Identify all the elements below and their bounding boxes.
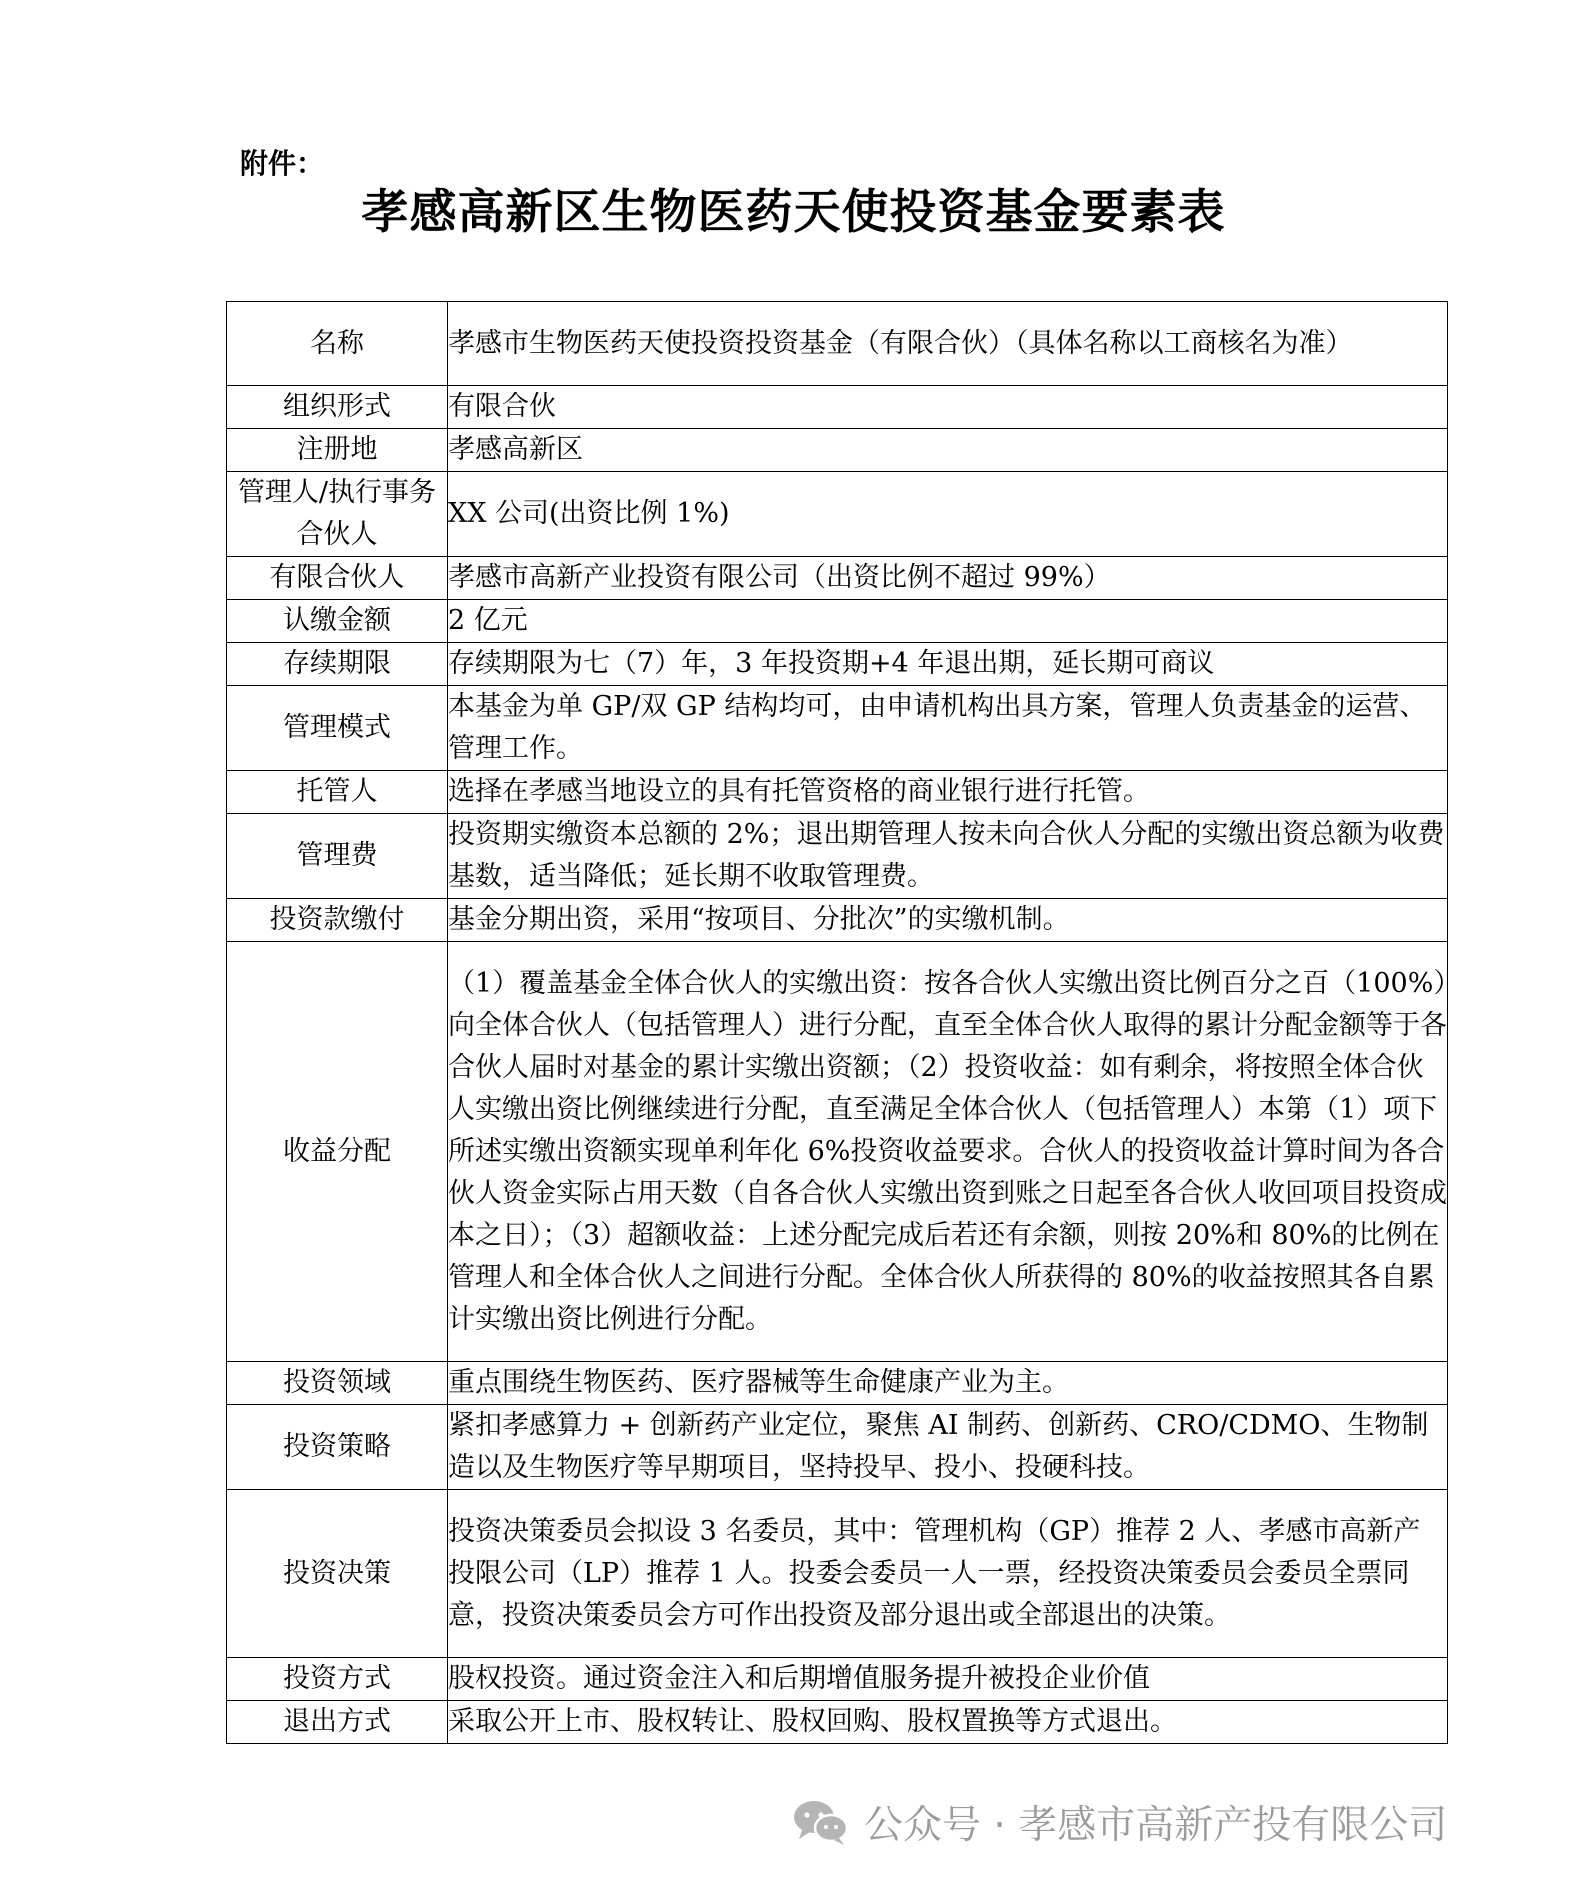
row-value: XX 公司(出资比例 1%) [448, 472, 1448, 557]
row-label: 投资领域 [227, 1362, 448, 1405]
watermark [790, 1792, 1447, 1852]
table-row [227, 942, 1448, 1362]
row-value: 投资期实缴资本总额的 2%；退出期管理人按未向合伙人分配的实缴出资总额为收费基数，适当降低；延长期不收取管理费。 [448, 814, 1448, 899]
attachment-label: 附件： [240, 147, 325, 180]
row-label: 收益分配 [227, 942, 448, 1362]
row-value: 有限合伙 [448, 386, 1448, 429]
row-value: 存续期限为七（7）年，3 年投资期+4 年退出期，延长期可商议 [448, 643, 1448, 686]
table-row [227, 600, 1448, 643]
row-value: 采取公开上市、股权转让、股权回购、股权置换等方式退出。 [448, 1701, 1448, 1744]
wechat-icon [790, 1796, 852, 1848]
table-row [227, 1658, 1448, 1701]
table-row [227, 472, 1448, 557]
row-value: 选择在孝感当地设立的具有托管资格的商业银行进行托管。 [448, 771, 1448, 814]
row-label: 有限合伙人 [227, 557, 448, 600]
row-value: 基金分期出资，采用“按项目、分批次”的实缴机制。 [448, 899, 1448, 942]
row-label: 投资决策 [227, 1490, 448, 1658]
row-label: 管理费 [227, 814, 448, 899]
table-row [227, 1405, 1448, 1490]
row-label: 退出方式 [227, 1701, 448, 1744]
row-label: 管理人/执行事务合伙人 [227, 472, 448, 557]
table-row [227, 814, 1448, 899]
table-row [227, 302, 1448, 386]
row-label: 托管人 [227, 771, 448, 814]
row-label: 投资方式 [227, 1658, 448, 1701]
row-label: 注册地 [227, 429, 448, 472]
table-row [227, 1701, 1448, 1744]
fund-elements-table [226, 301, 1448, 1744]
row-value: 孝感市生物医药天使投资投资基金（有限合伙）（具体名称以工商核名为准） [448, 302, 1448, 386]
table-row [227, 899, 1448, 942]
row-label: 存续期限 [227, 643, 448, 686]
row-label: 组织形式 [227, 386, 448, 429]
watermark-text: 公众号 · 孝感市高新产投有限公司 [864, 1803, 1448, 1848]
row-label: 名称 [227, 302, 448, 386]
row-value: 本基金为单 GP/双 GP 结构均可，由申请机构出具方案，管理人负责基金的运营、管理工作。 [448, 686, 1448, 771]
table-row [227, 386, 1448, 429]
row-label: 投资策略 [227, 1405, 448, 1490]
table-row [227, 557, 1448, 600]
row-value: 孝感高新区 [448, 429, 1448, 472]
row-value: 股权投资。通过资金注入和后期增值服务提升被投企业价值 [448, 1658, 1448, 1701]
row-value: 2 亿元 [448, 600, 1448, 643]
row-value: （1）覆盖基金全体合伙人的实缴出资：按各合伙人实缴出资比例百分之百（100%）向全体合伙人（包括管理人）进行分配，直至全体合伙人取得的累计分配金额等于各合伙人届时对基金的累计实缴出资额；（2）投资收益：如有剩余，将按照全体合伙人实缴出资比例继续进行分配，直至满足全体合伙人（包括管理人）本第（1）项下所述实缴出资额实现单利年化 6%投资收益要求。合伙人的投资收益计算时间为各合伙人资金实际占用天数（自各合伙人实缴出资到账之日起至各合伙人收回项目投资成本之日）；（3）超额收益：上述分配完成后若还有余额，则按 20%和 80%的比例在管理人和全体合伙人之间进行分配。全体合伙人所获得的 80%的收益按照其各自累计实缴出资比例进行分配。 [448, 942, 1448, 1362]
row-value: 孝感市高新产业投资有限公司（出资比例不超过 99%） [448, 557, 1448, 600]
row-value: 投资决策委员会拟设 3 名委员，其中：管理机构（GP）推荐 2 人、孝感市高新产投限公司（LP）推荐 1 人。投委会委员一人一票，经投资决策委员会委员全票同意，投资决策委员会方可作出投资及部分退出或全部退出的决策。 [448, 1490, 1448, 1658]
row-label: 管理模式 [227, 686, 448, 771]
table-row [227, 429, 1448, 472]
row-label: 认缴金额 [227, 600, 448, 643]
table-row [227, 1362, 1448, 1405]
table-row [227, 1490, 1448, 1658]
table-row [227, 643, 1448, 686]
document-title: 孝感高新区生物医药天使投资基金要素表 [361, 185, 1226, 240]
row-value: 重点围绕生物医药、医疗器械等生命健康产业为主。 [448, 1362, 1448, 1405]
row-label: 投资款缴付 [227, 899, 448, 942]
table-row [227, 771, 1448, 814]
table-row [227, 686, 1448, 771]
row-value: 紧扣孝感算力 + 创新药产业定位，聚焦 AI 制药、创新药、CRO/CDMO、生物制造以及生物医疗等早期项目，坚持投早、投小、投硬科技。 [448, 1405, 1448, 1490]
